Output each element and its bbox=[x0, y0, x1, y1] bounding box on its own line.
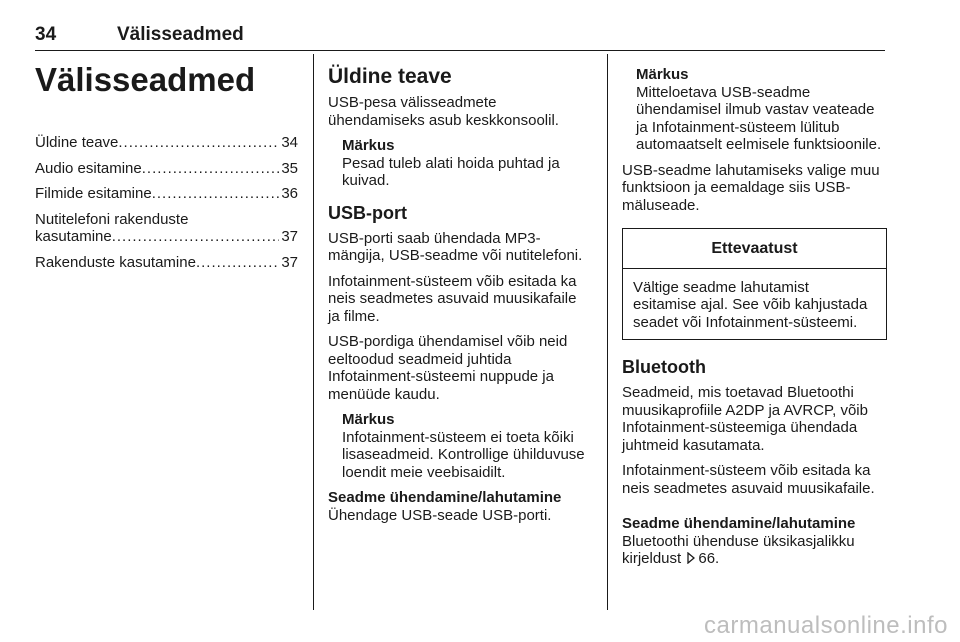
paragraph: USB-pordiga ühendamisel võib neid eeltoodud seadmeid juhtida Infotainment-süsteemi nuppude ja menüüde kaudu. bbox=[328, 333, 568, 403]
note-box bbox=[622, 66, 887, 154]
caution-box bbox=[622, 228, 887, 340]
note-text: Pesad tuleb alati hoida puhtad ja kuivad. bbox=[342, 154, 560, 189]
note-title: Märkus bbox=[636, 66, 689, 83]
table-of-contents bbox=[35, 134, 298, 271]
column-toc bbox=[35, 60, 298, 279]
toc-entry-page: 36 bbox=[281, 185, 298, 202]
note-box bbox=[328, 137, 592, 190]
toc-entry-page: 35 bbox=[281, 159, 298, 177]
note-title: Märkus bbox=[342, 411, 395, 428]
column-general-info bbox=[328, 60, 592, 532]
toc-leader-dots bbox=[142, 160, 280, 178]
caution-title: Ettevaatust bbox=[623, 229, 886, 269]
column-divider-left bbox=[313, 54, 314, 610]
toc-entry-page: 37 bbox=[281, 253, 298, 271]
page-number: 34 bbox=[35, 24, 57, 45]
toc-entry-title: Nutitelefoni rakenduste bbox=[35, 210, 189, 228]
paragraph: Infotainment-süsteem võib esitada ka neis seadmetes asuvaid muusikafaile. bbox=[622, 462, 875, 497]
column-divider-right bbox=[607, 54, 608, 610]
toc-entry[interactable] bbox=[35, 134, 298, 152]
section-heading: Üldine teave bbox=[328, 65, 452, 88]
paragraph-with-reference bbox=[622, 533, 887, 568]
toc-entry[interactable] bbox=[35, 185, 298, 203]
toc-entry[interactable] bbox=[35, 160, 298, 178]
toc-leader-dots bbox=[112, 228, 280, 246]
subsection-heading: USB-port bbox=[328, 202, 407, 223]
toc-entry-title: Üldine teave bbox=[35, 134, 119, 151]
paragraph: Infotainment-süsteem võib esitada ka neis seadmetes asuvaid muusikafaile ja filme. bbox=[328, 272, 577, 325]
note-title: Märkus bbox=[342, 137, 395, 154]
note-box bbox=[328, 411, 592, 481]
toc-leader-dots bbox=[118, 134, 279, 152]
reference-text: Bluetoothi ühenduse üksikasjalikku kirjeldust bbox=[622, 532, 855, 567]
caution-text: Vältige seadme lahutamist esitamise ajal. See võib kahjustada seadet või Infotainment-süsteemi. bbox=[633, 278, 868, 331]
paragraph: USB-porti saab ühendada MP3-mängija, USB-seadme või nutitelefoni. bbox=[328, 229, 583, 264]
toc-leader-dots bbox=[196, 254, 279, 272]
paragraph: Ühendage USB-seade USB-porti. bbox=[328, 506, 552, 524]
paragraph: USB-seadme lahutamiseks valige muu funktsioon ja eemaldage siis USB-mäluseade. bbox=[622, 161, 880, 214]
subsection-heading: Bluetooth bbox=[622, 357, 706, 377]
toc-entry-page: 34 bbox=[281, 134, 298, 151]
toc-entry-page: 37 bbox=[281, 228, 298, 245]
toc-entry-line bbox=[35, 228, 298, 246]
minor-heading: Seadme ühendamine/lahutamine bbox=[328, 489, 562, 506]
toc-leader-dots bbox=[152, 185, 280, 203]
toc-entry-title: Filmide esitamine bbox=[35, 185, 152, 202]
note-text: Infotainment-süsteem ei toeta kõiki lisaseadmeid. Kontrollige ühilduvuse loendit meie veebisaidilt. bbox=[342, 428, 585, 481]
chapter-title: Välisseadmed bbox=[35, 61, 256, 98]
toc-entry[interactable] bbox=[35, 254, 298, 272]
reference-page-link[interactable]: 66. bbox=[698, 550, 720, 567]
toc-entry-title: Rakenduste kasutamine bbox=[35, 253, 196, 271]
toc-entry[interactable] bbox=[35, 211, 298, 246]
toc-entry-title: Audio esitamine bbox=[35, 159, 142, 177]
column-bluetooth bbox=[622, 60, 887, 576]
toc-entry-title-cont: kasutamine bbox=[35, 228, 112, 245]
page-header bbox=[35, 18, 885, 51]
minor-heading: Seadme ühendamine/lahutamine bbox=[622, 515, 856, 532]
running-title: Välisseadmed bbox=[117, 24, 244, 45]
page-reference-arrow-icon bbox=[687, 552, 695, 564]
site-watermark: carmanualsonline.info bbox=[704, 612, 948, 639]
paragraph: USB-pesa välisseadmete ühendamiseks asub keskkonsoolil. bbox=[328, 94, 559, 129]
paragraph: Seadmeid, mis toetavad Bluetoothi muusikaprofiile A2DP ja AVRCP, võib Infotainment-süsteemiga ühendada juhtmeid kasutamata. bbox=[622, 384, 868, 454]
note-text: Mitteloetava USB-seadme ühendamisel ilmub vastav veateade ja Infotainment-süsteem lülitub automaatselt eelmisele funktsioonile. bbox=[636, 83, 882, 153]
